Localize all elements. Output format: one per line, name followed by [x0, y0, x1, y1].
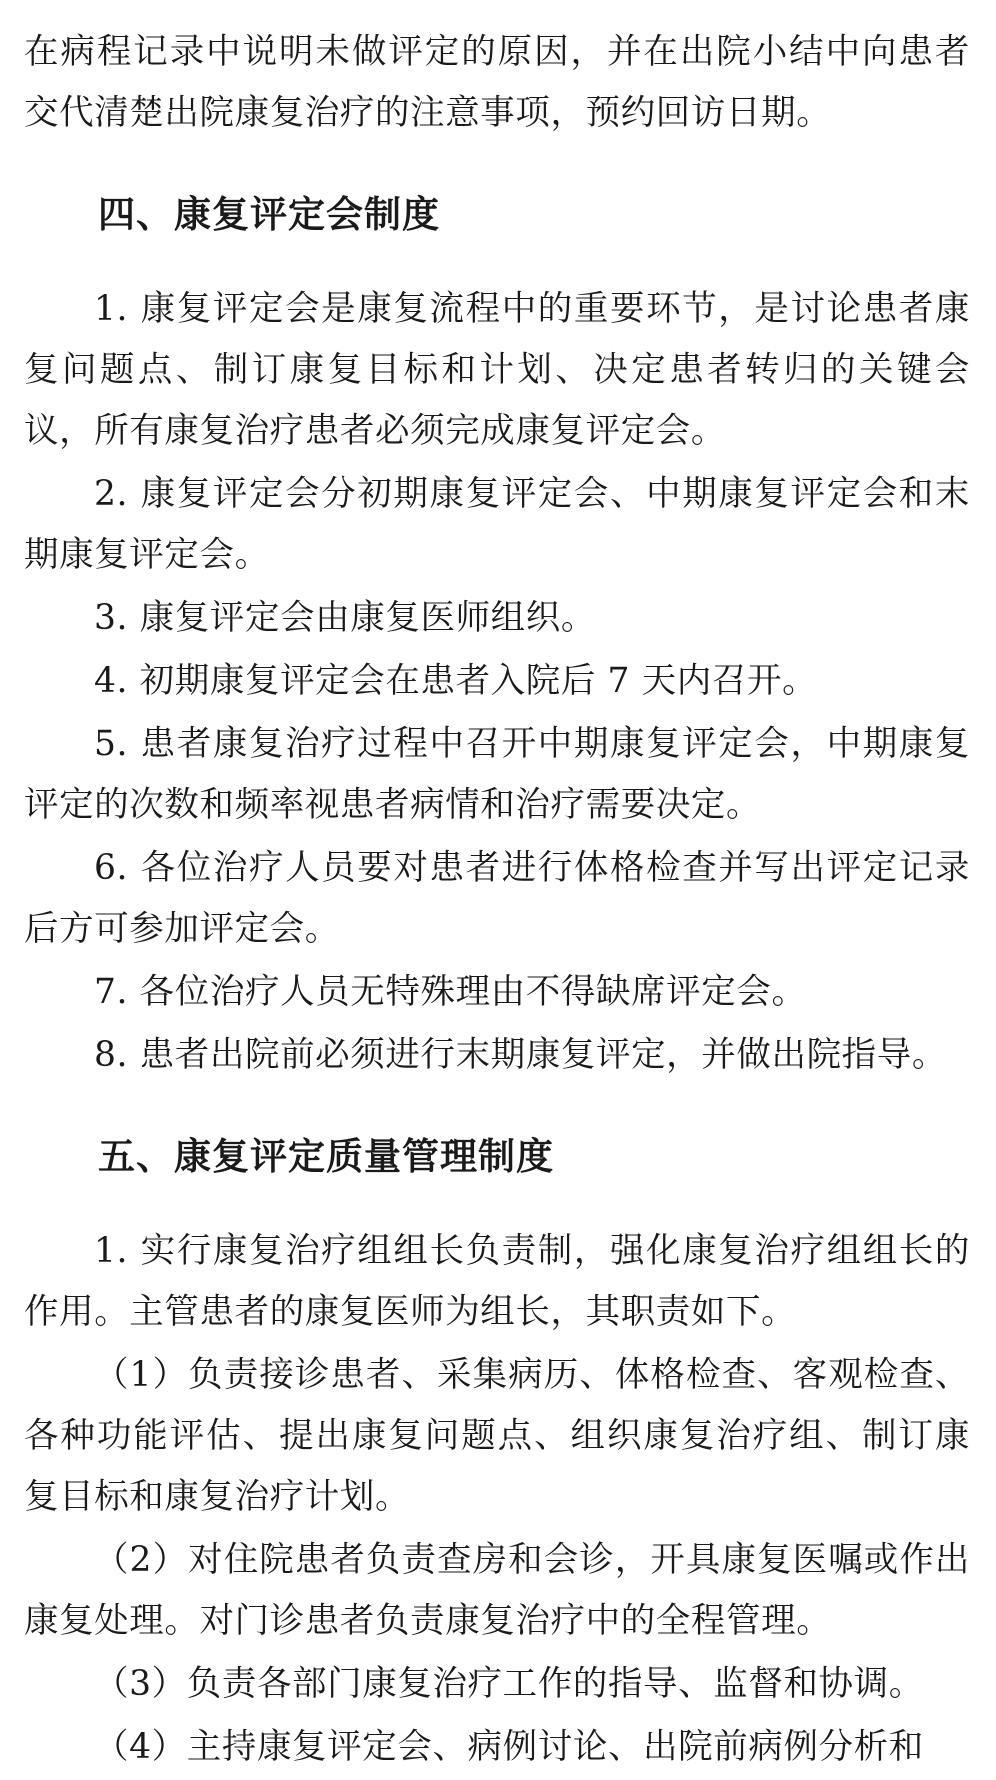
section4-item-7: 7. 各位治疗人员无特殊理由不得缺席评定会。 — [94, 972, 807, 1012]
section4-item-2: 2. 康复评定会分初期康复评定会、中期康复评定会和末期康复评定会。 — [24, 474, 970, 575]
document-page — [24, 22, 970, 1780]
section4-item-6: 6. 各位治疗人员要对患者进行体格检查并写出评定记录后方可参加评定会。 — [24, 848, 970, 949]
section4-item-8: 8. 患者出院前必须进行末期康复评定，并做出院指导。 — [94, 1035, 947, 1075]
section5-item-1: 1. 实行康复治疗组组长负责制，强化康复治疗组组长的作用。主管患者的康复医师为组长，其职责如下。 — [24, 1231, 970, 1332]
section5-subitem-1: （1）负责接诊患者、采集病历、体格检查、客观检查、各种功能评估、提出康复问题点、组织康复治疗组、制订康复目标和康复治疗计划。 — [24, 1355, 970, 1517]
section4-item-1: 1. 康复评定会是康复流程中的重要环节，是讨论患者康复问题点、制订康复目标和计划、决定患者转归的关键会议，所有康复治疗患者必须完成康复评定会。 — [24, 289, 970, 451]
section-heading-4: 四、康复评定会制度 — [98, 193, 440, 236]
section5-subitem-2: （2）对住院患者负责查房和会诊，开具康复医嘱或作出康复处理。对门诊患者负责康复治疗中的全程管理。 — [24, 1540, 970, 1641]
section4-item-3: 3. 康复评定会由康复医师组织。 — [94, 598, 596, 638]
section5-subitem-3: （3）负责各部门康复治疗工作的指导、监督和协调。 — [94, 1664, 924, 1704]
section4-item-5: 5. 患者康复治疗过程中召开中期康复评定会，中期康复评定的次数和频率视患者病情和治疗需要决定。 — [24, 724, 970, 825]
section4-item-4: 4. 初期康复评定会在患者入院后 7 天内召开。 — [94, 661, 818, 701]
section5-subitem-4: （4）主持康复评定会、病例讨论、出院前病例分析和 — [94, 1727, 924, 1767]
intro-paragraph: 在病程记录中说明未做评定的原因，并在出院小结中向患者交代清楚出院康复治疗的注意事项，预约回访日期。 — [24, 32, 970, 133]
section-heading-5: 五、康复评定质量管理制度 — [98, 1135, 554, 1178]
